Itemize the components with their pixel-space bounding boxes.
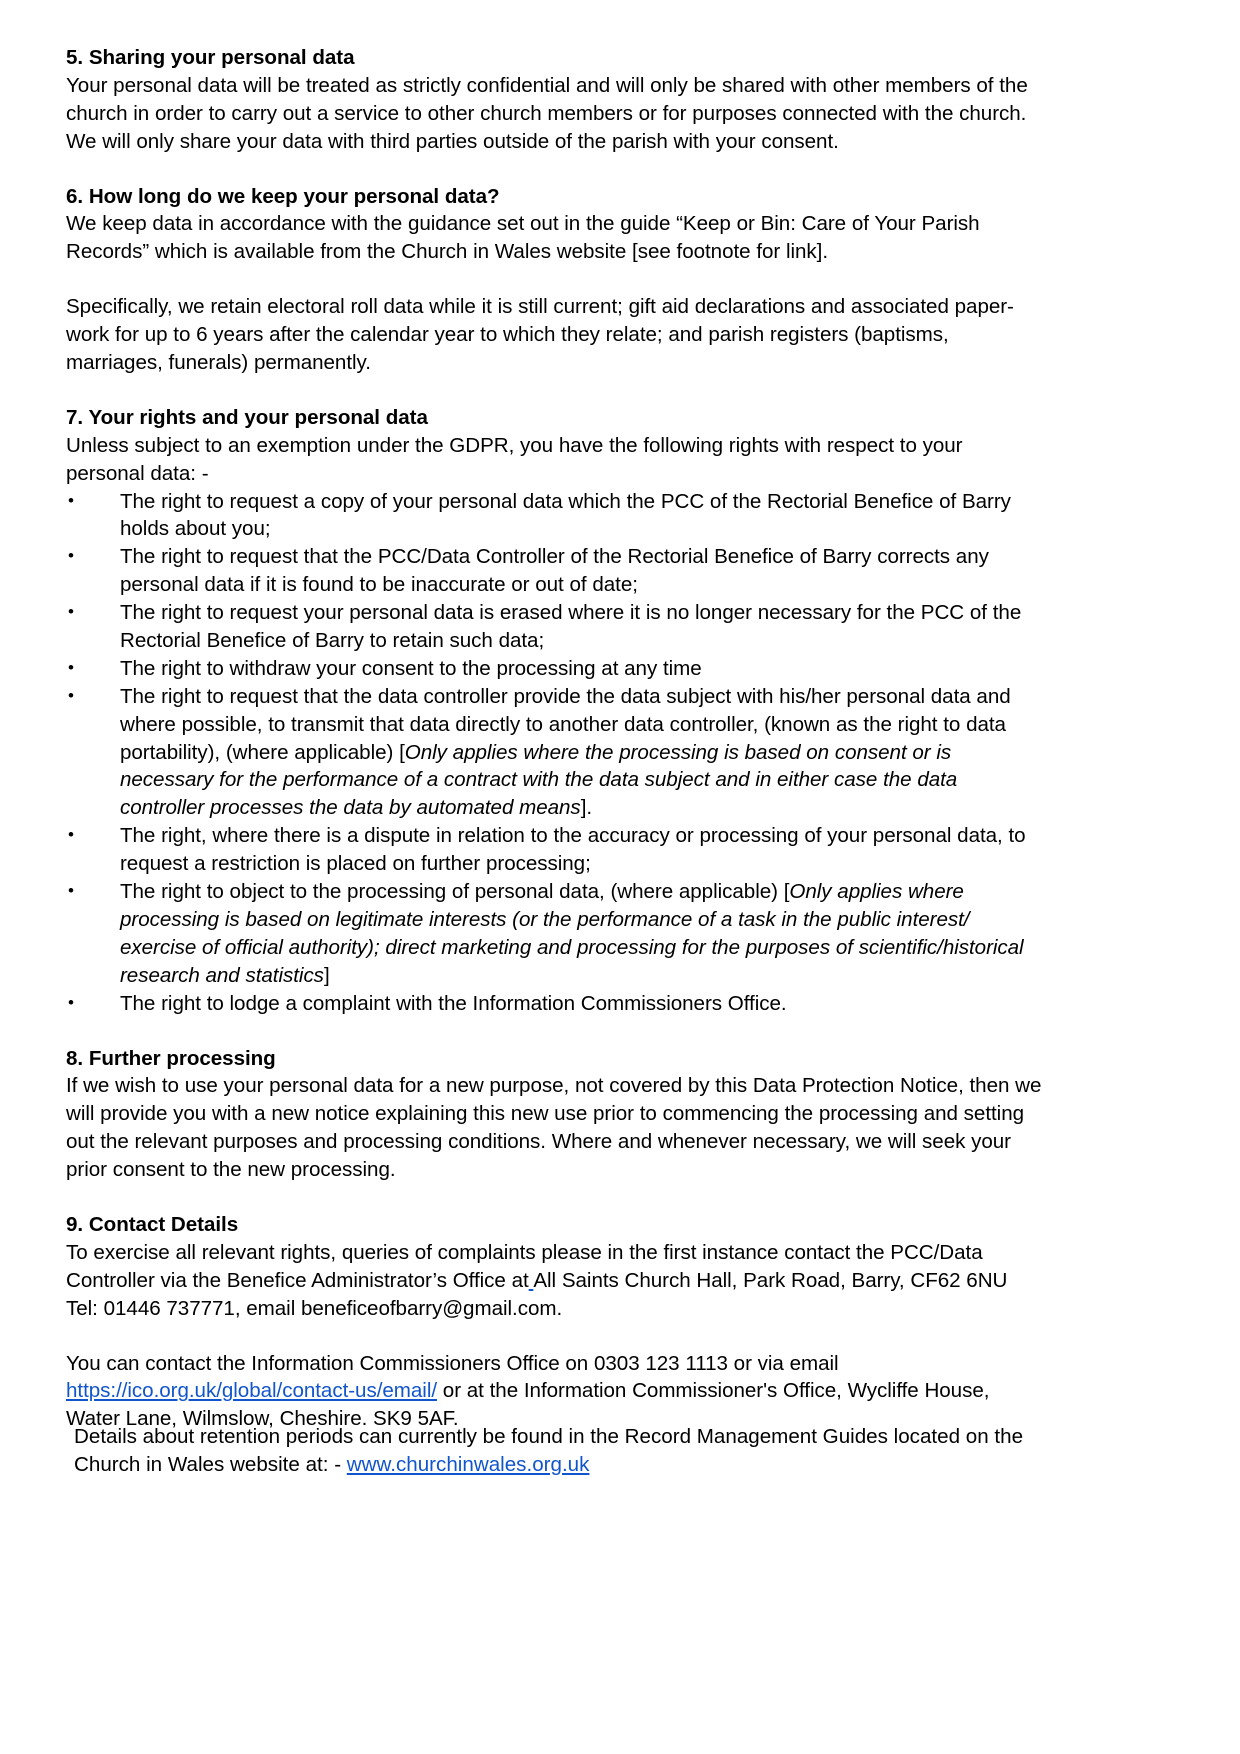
section-body-further-processing: If we wish to use your personal data for a new purpose, not covered by this Data Protection Notice, then we will provide you with a new notice explaining this new use prior to commencing the processing and setting out the relevant purposes and processing conditions. Where and whenever necessary, we will seek your prior consent to the new processing. (66, 1074, 1042, 1182)
list-item (66, 683, 1044, 822)
bullet-icon: • (68, 881, 74, 901)
ico-contact-tail: or at the Information Commissioner's Office, Wycliffe House, Water Lane, Wilmslow, Cheshire. SK9 5AF. (66, 1379, 990, 1431)
list-item-text: The right to request a copy of your personal data which the PCC of the Rectorial Benefice of Barry holds about you; (120, 489, 1011, 541)
footer-note-paragraph (74, 1423, 1056, 1479)
bullet-icon: • (68, 825, 74, 845)
footer-note (66, 1423, 1056, 1479)
list-item (66, 822, 1044, 878)
list-item-text-tail: ]. (580, 796, 593, 820)
contact-address-paragraph (66, 1239, 1044, 1323)
section-spacer (66, 377, 1044, 404)
section-spacer (66, 1018, 1044, 1045)
list-item-italic-note: Only applies where the processing is based on consent or is necessary for the performance of a contract with the data subject and in either case the data controller processes the data by automated means (120, 740, 958, 820)
ico-contact-paragraph (66, 1350, 1044, 1434)
list-item (66, 543, 1044, 599)
bullet-icon: • (68, 992, 74, 1012)
section-heading-rights: 7. Your rights and your personal data (66, 405, 428, 429)
list-item (66, 990, 1044, 1018)
list-item (66, 878, 1044, 990)
section-heading-further-processing: 8. Further processing (66, 1046, 276, 1070)
section-spacer (66, 156, 1044, 183)
section-heading-contact: 9. Contact Details (66, 1212, 239, 1236)
footer-note-text: Details about retention periods can currently be found in the Record Management Guides located on the Church in Wales website at: - (74, 1425, 1024, 1476)
list-item-text: The right to request that the PCC/Data Controller of the Rectorial Benefice of Barry corrects any personal data if it is found to be inaccurate or out of date; (120, 545, 989, 597)
list-item (66, 655, 1044, 683)
bullet-icon: • (68, 602, 74, 622)
list-item-text: The right to request your personal data is erased where it is no longer necessary for the PCC of the Rectorial Benefice of Barry to retain such data; (120, 601, 1022, 653)
list-item-italic-note: Only applies where processing is based on legitimate interests (or the performance of a task in the public interest/ exercise of official authority); direct marketing and processing for the purposes of scientific/historical research and statistics (120, 880, 1024, 987)
section-body-sharing: Your personal data will be treated as strictly confidential and will only be shared with other members of the church in order to carry out a service to other church members or for purposes connected with the church. We will only share your data with third parties outside of the parish with your consent. (66, 73, 1028, 153)
bullet-icon: • (68, 490, 74, 510)
contact-address-tail: All Saints Church Hall, Park Road, Barry, CF62 6NU Tel: 01446 737771, email beneficeofbarry@gmail.com. (66, 1268, 1008, 1320)
contact-address-lead: To exercise all relevant rights, queries of complaints please in the first instance contact the PCC/Data Controller via the Benefice Administrator’s Office at (66, 1240, 983, 1292)
section-intro-rights: Unless subject to an exemption under the GDPR, you have the following rights with respect to your personal data: - (66, 433, 963, 485)
section-body-retention: We keep data in accordance with the guidance set out in the guide “Keep or Bin: Care of Your Parish Records” which is available from the Church in Wales website [see footnote for link]. (66, 212, 980, 264)
section-spacer (66, 1184, 1044, 1211)
church-in-wales-link[interactable]: www.churchinwales.org.uk (346, 1452, 590, 1476)
rights-bullet-list (66, 488, 1044, 1018)
bullet-icon: • (68, 546, 74, 566)
bullet-icon: • (68, 657, 74, 677)
ico-contact-lead: You can contact the Information Commissioners Office on 0303 123 1113 or via email (66, 1351, 839, 1375)
list-item-text-lead: The right to object to the processing of personal data, (where applicable) [ (120, 880, 790, 904)
bullet-icon: • (68, 685, 74, 705)
section-heading-sharing: 5. Sharing your personal data (66, 46, 355, 69)
list-item (66, 488, 1044, 544)
ico-email-link[interactable]: https://ico.org.uk/global/contact-us/email/ (66, 1379, 438, 1403)
section-body-retention-specifics: Specifically, we retain electoral roll data while it is still current; gift aid declarations and associated paper-work for up to 6 years after the calendar year to which they relate; and parish registers (baptisms, marriages, funerals) permanently. (66, 295, 1014, 375)
list-item-text: The right to lodge a complaint with the Information Commissioners Office. (120, 991, 787, 1015)
list-item-text: The right to withdraw your consent to the processing at any time (120, 656, 702, 680)
paragraph-spacer (66, 1323, 1044, 1350)
document-body (66, 44, 1044, 1433)
list-item-text-lead: The right to request that the data controller provide the data subject with his/her personal data and where possible, to transmit that data directly to another data controller, (known as the right to data portability), (where applicable) [ (120, 684, 1011, 764)
paragraph-spacer (66, 266, 1044, 293)
list-item (66, 599, 1044, 655)
section-heading-retention: 6. How long do we keep your personal data? (66, 184, 500, 208)
list-item-text-tail: ] (323, 963, 330, 987)
list-item-text: The right, where there is a dispute in relation to the accuracy or processing of your personal data, to request a restriction is placed on further processing; (120, 824, 1026, 876)
